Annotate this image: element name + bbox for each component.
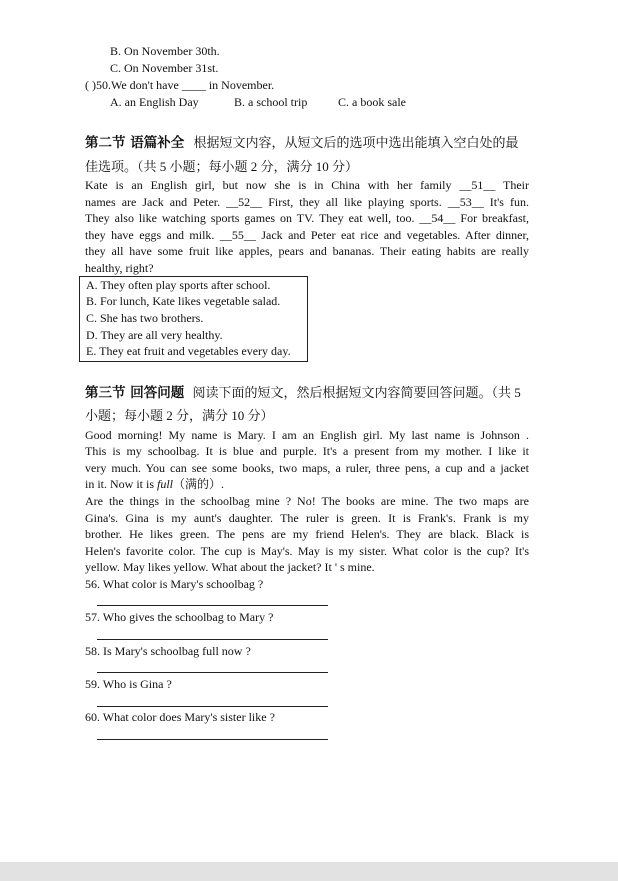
answer-line-56[interactable] — [97, 605, 328, 606]
question-60: 60. What color does Mary's sister like ? — [85, 710, 275, 724]
answer-line-58[interactable] — [97, 672, 328, 673]
q49-option-c: C. On November 31st. — [110, 61, 219, 75]
section2-option-a: A. They often play sports after school. — [86, 278, 271, 292]
passage-text: in it. Now it is — [85, 477, 158, 491]
question-59: 59. Who is Gina ? — [85, 677, 172, 691]
section2-option-d: D. They are all very healthy. — [86, 328, 223, 342]
section3-passage-line: Good morning! My name is Mary. I am an English girl. My last name is Johnson . — [85, 428, 529, 442]
passage-text: （满的）. — [173, 477, 225, 491]
q50-option-a: A. an English Day — [110, 95, 199, 109]
section2-heading — [85, 133, 518, 153]
section2-option-c: C. She has two brothers. — [86, 311, 204, 325]
section2-instruction-2: 佳选项。（共 5 小题；每小题 2 分，满分 10 分） — [85, 159, 359, 174]
section3-passage-line: Helen's favorite color. The cup is May's. May is my sister. What color is the cup? It's — [85, 544, 529, 558]
section3-passage-line: Gina's. Gina is my aunt's daughter. The ruler is green. It is Frank's. Frank is my — [85, 511, 529, 525]
answer-line-60[interactable] — [97, 739, 328, 740]
q50-option-b: B. a school trip — [234, 95, 308, 109]
section3-passage-line: yellow. May likes yellow. What about the jacket? It ' s mine. — [85, 560, 375, 574]
section3-passage-line: This is my schoolbag. It is blue and purple. It's a present from my mother. I like it — [85, 444, 529, 458]
q49-option-b: B. On November 30th. — [110, 44, 220, 58]
section2-option-b: B. For lunch, Kate likes vegetable salad. — [86, 294, 281, 308]
question-58: 58. Is Mary's schoolbag full now ? — [85, 644, 251, 658]
section2-passage-line: names are Jack and Peter. __52__ First, they all like playing sports. __53__ It's fun. — [85, 195, 529, 209]
section3-instruction-1: 阅读下面的短文，然后根据短文内容简要回答问题。（共 5 — [192, 385, 521, 400]
q50-stem: ( )50.We don't have ____ in November. — [85, 78, 275, 92]
section3-passage-line — [85, 476, 224, 493]
question-57: 57. Who gives the schoolbag to Mary ? — [85, 610, 274, 624]
section2-options-box — [79, 276, 308, 362]
section3-passage-line: very much. You can see some books, two maps, a ruler, three pens, a cup and a jacket — [85, 461, 529, 475]
section3-instruction-2: 小题；每小题 2 分，满分 10 分） — [85, 408, 274, 423]
section2-passage-line: They also like watching sports games on TV. They eat well, too. __54__ For breakfast, — [85, 211, 529, 225]
passage-italic-word: full — [157, 477, 174, 491]
section2-passage-line: they all have some fruit like apples, pears and bananas. Their eating habits are really — [85, 244, 529, 258]
section2-instruction-1: 根据短文内容，从短文后的选项中选出能填入空白处的最 — [193, 135, 519, 150]
section3-passage-line: brother. He likes green. The pens are my friend Helen's. They are black. Black is — [85, 527, 529, 541]
section2-option-e: E. They eat fruit and vegetables every day. — [86, 344, 291, 358]
section3-passage-line: Are the things in the schoolbag mine ? No! The books are mine. The two maps are — [85, 494, 529, 508]
section3-title: 第三节 回答问题 — [85, 385, 185, 401]
q50-option-c: C. a book sale — [338, 95, 406, 109]
answer-line-59[interactable] — [97, 706, 328, 707]
section2-passage-line: healthy, right? — [85, 261, 154, 275]
answer-line-57[interactable] — [97, 639, 328, 640]
viewer-bottom-bar — [0, 862, 618, 881]
question-56: 56. What color is Mary's schoolbag ? — [85, 577, 264, 591]
section3-heading — [85, 383, 521, 403]
section2-passage-line: Kate is an English girl, but now she is in China with her family __51__ Their — [85, 178, 529, 192]
section2-title: 第二节 语篇补全 — [85, 135, 185, 151]
section2-passage-line: they have eggs and milk. __55__ Jack and Peter eat rice and vegetables. After dinner, — [85, 228, 529, 242]
